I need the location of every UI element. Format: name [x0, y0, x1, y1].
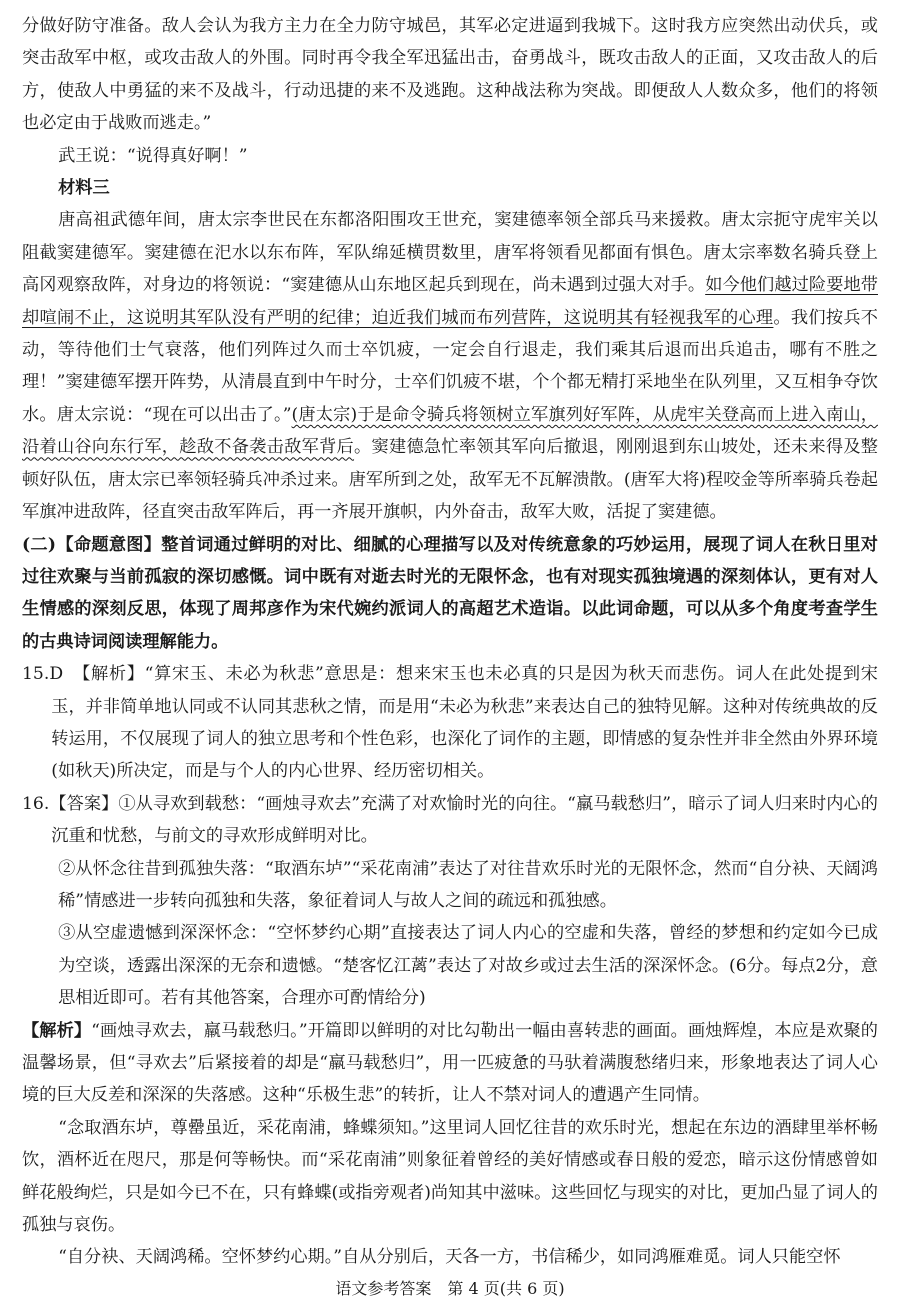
material3-text-1: 唐高祖武德年间，唐太宗李世民在东都洛阳围攻王世充，窦建德率领全部兵马来援救。唐太宗扼守虎牢关以阻截窦建德军。窦建德在汜水以东布阵，军队绵延横贯数里，唐军将领看见都面有惧色。唐太宗率数名骑兵登上高冈观察敌阵，对身边的将领说：“窦建德从山东地区起兵到现在，尚未遇到过强大对手。	[22, 210, 878, 296]
material3-text-3: 。窦建德急忙率领其军向后撤退，刚刚退到东山坡处，还未来得及整顿好队伍，唐太宗已率领轻骑兵冲杀过来。唐军所到之处，敌军无不瓦解溃散。(唐军大将)程咬金等所率骑兵卷起军旗冲进敌阵，径直突击敌军阵后，再一齐展开旗帜，内外奋击，敌军大败，活捉了窦建德。	[22, 437, 878, 523]
analysis-paragraph-3: “自分袂、天阔鸿稀。空怀梦约心期。”自从分别后，天各一方，书信稀少，如同鸿雁难觅。词人只能空怀	[58, 1247, 841, 1268]
analysis-text-1: “画烛寻欢去，羸马载愁归。”开篇即以鲜明的对比勾勒出一幅由喜转悲的画面。画烛辉煌，本应是欢聚的温馨场景，但“寻欢去”后紧接着的却是“羸马载愁归”，用一匹疲惫的马驮着满腹愁绪归来，形象地表达了词人心境的巨大反差和深深的失落感。这种“乐极生悲”的转折，让人不禁对词人的遭遇产生同情。	[22, 1020, 878, 1106]
material3-wavy-underline: (唐太宗)于是命令骑兵将领树立军旗列好军阵，从虎牢关登高而上进入南山，沿着山谷向东行军，趁敌不备袭击敌军背后	[22, 404, 878, 458]
question-16-analysis	[22, 1015, 878, 1112]
material3-text-2: 。我们按兵不动，等待他们士气衰落，他们列阵过久而士卒饥疲，一定会自行退走，我们乘其后退而出兵追击，哪有不胜之理！”窦建德军摆开阵势，从清晨直到中午时分，士卒们饥疲不堪，个个都无精打采地坐在队列里，又互相争夺饮水。唐太宗说：“现在可以出击了。”	[22, 307, 878, 425]
analysis-paragraph-2: “念取酒东垆，尊罍虽近，采花南浦，蜂蝶须知。”这里词人回忆往昔的欢乐时光，想起在东边的酒肆里举杯畅饮，酒杯近在咫尺，那是何等畅快。而“采花南浦”则象征着曾经的美好情感或春日般的爱恋，暗示这份情感曾如鲜花般绚烂，只是如今已不在，只有蜂蝶(或指旁观者)尚知其中滋味。这些回忆与现实的对比，更加凸显了词人的孤独与哀伤。	[22, 1117, 878, 1236]
king-wu-reply: 武王说：“说得真好啊！”	[58, 145, 248, 166]
question-16-answer-point-3: ③从空虚遗憾到深深怀念：“空怀梦约心期”直接表达了词人内心的空虚和失落，曾经的梦想和约定如今已成为空谈，透露出深深的无奈和遗憾。“楚客忆江蓠”表达了对故乡或过去生活的深深怀念。(6分。每点2分，意思相近即可。若有其他答案，合理亦可酌情给分)	[58, 923, 878, 1009]
analysis-label: 【解析】	[22, 1020, 92, 1041]
page-footer: 语文参考答案 第 4 页(共 6 页)	[335, 1279, 565, 1298]
question-15-answer: 15.D 【解析】“算宋玉、未必为秋悲”意思是：想来宋玉也未必真的只是因为秋天而悲伤。词人在此处提到宋玉，并非简单地认同或不认同其悲秋之情，而是用“未必为秋悲”来表达自己的独特见解。这种对传统典故的反转运用，不仅展现了词人的独立思考和个性色彩，也深化了词作的主题，即情感的复杂性并非全然由外界环境(如秋天)所决定，而是与个人的内心世界、经历密切相关。	[22, 664, 878, 782]
material3-paragraph	[22, 204, 878, 528]
material3-heading: 材料三	[58, 178, 110, 199]
intent-paragraph: (二)【命题意图】整首词通过鲜明的对比、细腻的心理描写以及对传统意象的巧妙运用，展现了词人在秋日里对过往欢聚与当前孤寂的深切感慨。词中既有对逝去时光的无限怀念，也有对现实孤独境遇的深刻体认，更有对人生情感的深刻反思，体现了周邦彦作为宋代婉约派词人的高超艺术造诣。以此词命题，可以从多个角度考查学生的古典诗词阅读理解能力。	[22, 534, 878, 652]
material2-closing-paragraph: 分做好防守准备。敌人会认为我方主力在全力防守城邑，其军必定进逼到我城下。这时我方应突然出动伏兵，或突击敌军中枢，或攻击敌人的外围。同时再令我全军迅猛出击，奋勇战斗，既攻击敌人的正面，又攻击敌人的后方，使敌人中勇猛的来不及战斗，行动迅捷的来不及逃跑。这种战法称为突战。即便敌人人数众多，他们的将领也必定由于战败而逃走。”	[22, 16, 878, 134]
material3-straight-underline: 如今他们越过险要地带却喧闹不止，这说明其军队没有严明的纪律；迫近我们城而布列营阵，这说明其有轻视我军的心理	[22, 275, 878, 328]
question-16-answer-point-2: ②从怀念往昔到孤独失落：“取酒东垆”“采花南浦”表达了对往昔欢乐时光的无限怀念，然而“自分袂、天阔鸿稀”情感进一步转向孤独和失落，象征着词人与故人之间的疏远和孤独感。	[58, 858, 878, 911]
question-16-answer-point-1: 16.【答案】①从寻欢到载愁：“画烛寻欢去”充满了对欢愉时光的向往。“羸马载愁归”，暗示了词人归来时内心的沉重和忧愁，与前文的寻欢形成鲜明对比。	[22, 793, 878, 847]
